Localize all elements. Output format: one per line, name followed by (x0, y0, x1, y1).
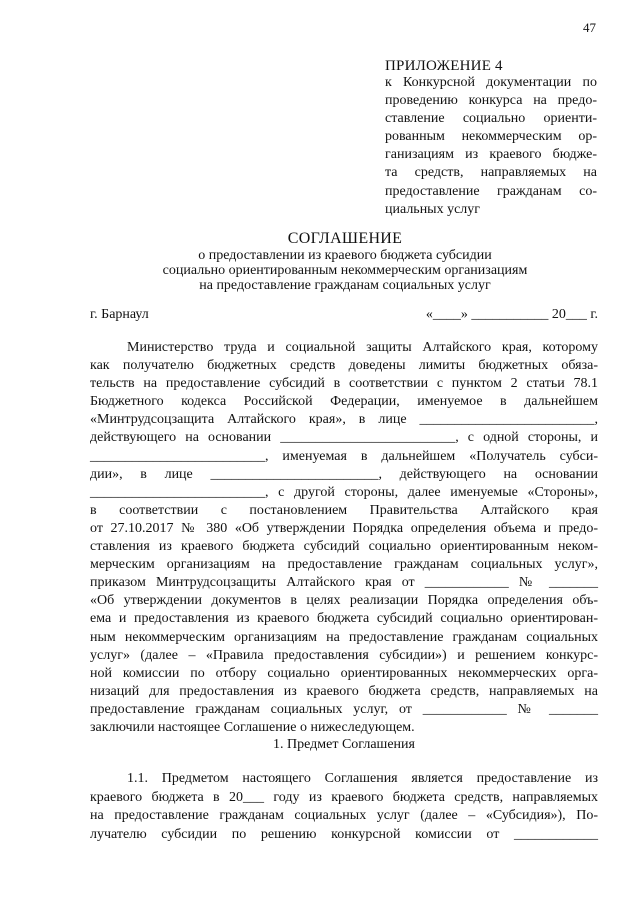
agreement-title: СОГЛАШЕНИЕ (287, 230, 403, 247)
body-line: заключили настоящее Соглашение о нижеследующем. (90, 719, 415, 735)
body-line: ным некоммерческим организациям на предоставление гражданам социальных (90, 629, 598, 645)
section-paragraph (90, 770, 598, 844)
appendix-line: циальных услуг (385, 201, 481, 217)
body-line: от 27.10.2017 № 380 «Об утверждении Порядка определения объема и предо- (90, 520, 598, 536)
appendix-line: к Конкурсной документации по (385, 75, 597, 90)
body-line: «Об утверждении документов в целях реализации Порядка определения объ- (90, 593, 598, 609)
page-number: 47 (583, 20, 596, 35)
body-line: _________________________, с другой стороны, далее именуемые «Стороны», (90, 484, 598, 500)
section-line: 1.1. Предметом настоящего Соглашения является предоставление из (127, 771, 598, 786)
section-title: 1. Предмет Соглашения (273, 737, 415, 752)
body-line: ставления из краевого бюджета субсидий социально ориентированным неком- (90, 539, 598, 555)
appendix-line: та средств, направляемых на (385, 165, 597, 181)
agreement-heading (90, 230, 600, 293)
appendix-block (385, 57, 597, 220)
agreement-subtitle-line: на предоставление гражданам социальных услуг (199, 278, 491, 293)
body-line: ной комиссии по отбору социально ориентированных некоммерческих орга- (90, 665, 598, 681)
body-line: мерческим организациям на предоставление гражданам социальных услуг», (90, 557, 598, 573)
body-line: низаций для предоставления из краевого бюджета средств, направляемых на (90, 683, 598, 699)
appendix-line: предоставление гражданам со- (385, 183, 597, 199)
section-line: краевого бюджета в 20___ году из краевого бюджета средств, направляемых (90, 789, 598, 805)
body-line: _________________________, именуемая в дальнейшем «Получатель субси- (90, 448, 598, 464)
appendix-text (385, 75, 597, 220)
appendix-line: ганизациям из краевого бюдже- (385, 147, 597, 163)
appendix-line: рованным некоммерческим ор- (385, 129, 597, 145)
section-line: лучателю субсидии по решению конкурсной комиссии от ____________ (90, 826, 598, 842)
appendix-line: проведению конкурса на предо- (385, 93, 597, 109)
body-line: предоставление гражданам социальных услуг, от ____________ № _______ (90, 701, 598, 717)
section-line: на предоставление гражданам социальных услуг (далее – «Субсидия»), По- (90, 808, 598, 823)
appendix-line: ставление социально ориенти- (385, 111, 597, 127)
body-line: в соответствии с постановлением Правительства Алтайского края (90, 502, 598, 518)
body-line: «Минтрудсоцзащита Алтайского края», в лице _________________________, (90, 412, 598, 428)
date-blank: «____» ___________ 20___ г. (425, 307, 598, 322)
preamble-paragraph (90, 339, 598, 737)
body-line: ема и предоставления из краевого бюджета субсидий социально ориентирован- (90, 611, 598, 627)
appendix-title: ПРИЛОЖЕНИЕ 4 (385, 58, 503, 74)
body-line: Бюджетного кодекса Российской Федерации, именуемое в дальнейшем (90, 394, 598, 410)
body-line: услуг» (далее – «Правила предоставления субсидии») и решением конкурс- (90, 647, 598, 663)
agreement-subtitle-line: социально ориентированным некоммерческим организациям (162, 263, 528, 278)
body-line: Министерство труда и социальной защиты Алтайского края, которому (127, 340, 598, 355)
city-label: г. Барнаул (90, 307, 149, 322)
body-line: дии», в лице ________________________, действующего на основании (90, 466, 598, 482)
agreement-subtitle-line: о предоставлении из краевого бюджета субсидии (198, 248, 492, 263)
body-line: приказом Минтрудсоцзащиты Алтайского края от ____________ № _______ (90, 575, 598, 591)
body-line: как получателю бюджетных средств доведены лимиты бюджетных обяза- (90, 358, 598, 374)
body-line: тельств на предоставление субсидий в соответствии с пунктом 2 статьи 78.1 (90, 376, 598, 392)
body-line: действующего на основании _________________________, с одной стороны, и (90, 430, 598, 446)
